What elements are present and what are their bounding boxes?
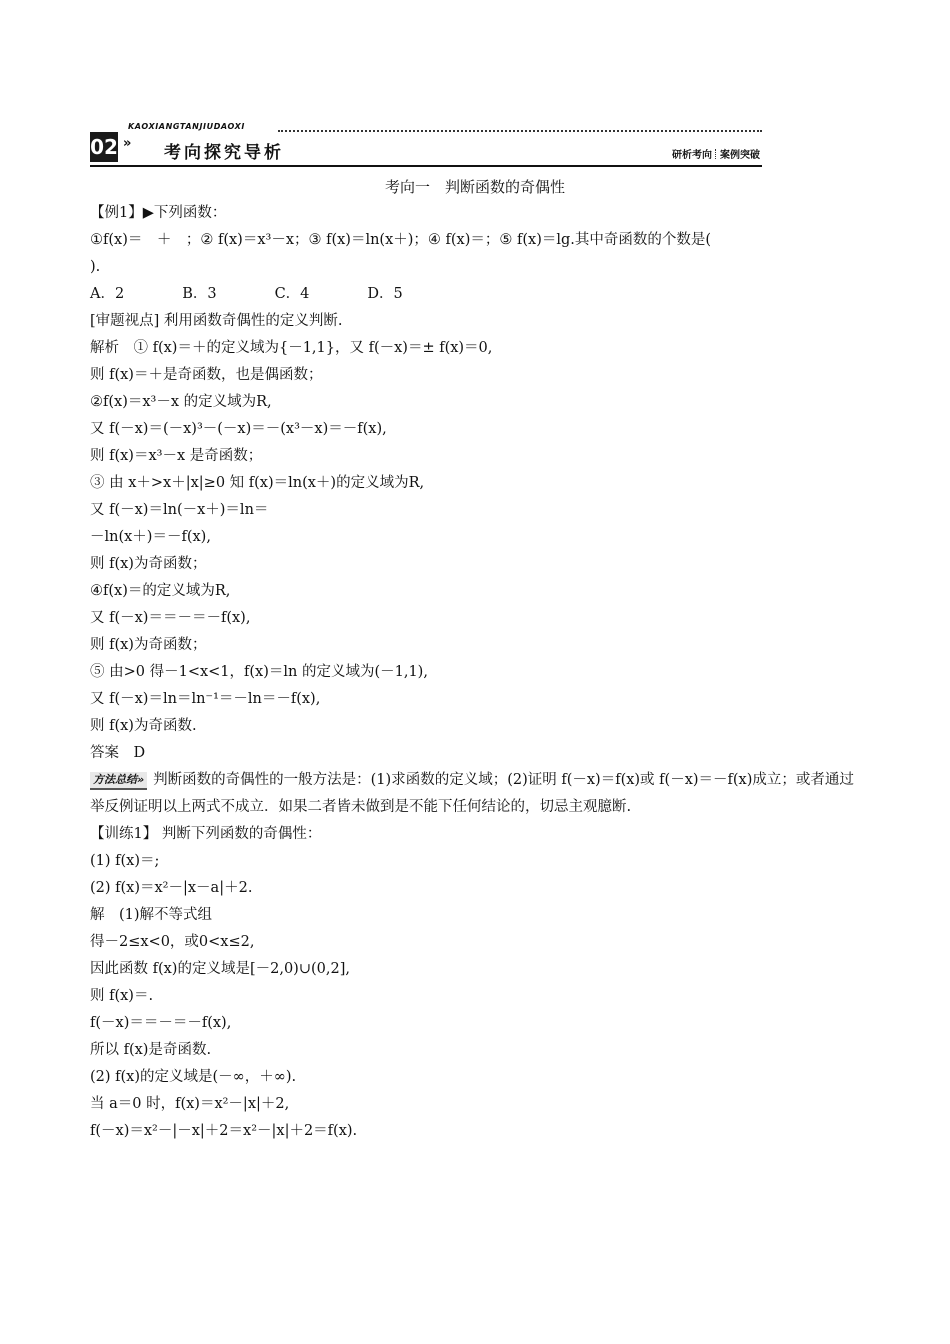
example-options: A．2 B．3 C．4 D．5 — [90, 286, 403, 302]
document-body — [90, 200, 862, 1145]
example-question-line-1: ①f(x)＝ ＋ ；② f(x)＝x³－x；③ f(x)＝ln(x＋)；④ f(x)＝；⑤ f(x)＝lg.其中奇函数的个数是( — [90, 232, 712, 248]
solution-line: ②f(x)＝x³－x 的定义域为R, — [90, 394, 272, 410]
section-header — [90, 122, 762, 168]
solution-line: 又 f(－x)＝ln(－x＋)＝ln＝ — [90, 502, 269, 518]
training-solution-line: f(－x)＝＝－＝－f(x), — [90, 1015, 232, 1031]
training-solution-line: 则 f(x)＝. — [90, 988, 154, 1004]
training-label: 【训练1】 判断下列函数的奇偶性： — [90, 826, 322, 842]
header-rule — [90, 165, 762, 167]
solution-line: 则 f(x)为奇函数. — [90, 718, 197, 734]
training-item: (2) f(x)＝x²－|x－a|＋2. — [90, 880, 253, 896]
header-right-separator — [715, 149, 717, 159]
training-solution-line: 所以 f(x)是奇函数. — [90, 1042, 212, 1058]
training-solution-line: 当 a＝0 时，f(x)＝x²－|x|＋2, — [90, 1096, 290, 1112]
header-right-b: 案例突破 — [720, 150, 760, 161]
training-solution-line: f(－x)＝x²－|－x|＋2＝x²－|x|＋2＝f(x). — [90, 1123, 358, 1139]
method-summary-text: 判断函数的奇偶性的一般方法是：(1)求函数的定义域；(2)证明 f(－x)＝f(x)或 f(－x)＝－f(x)成立；或者通过举反例证明以上两式不成立．如果二者皆未做到是不能下任何结论的，切忌主观臆断. — [90, 772, 854, 815]
solution-line: 则 f(x)为奇函数； — [90, 556, 207, 572]
solution-line: 解析 ① f(x)＝＋的定义域为{－1,1}，又 f(－x)＝± f(x)＝0, — [90, 340, 493, 356]
solution-line: 又 f(－x)＝ln＝ln⁻¹＝－ln＝－f(x), — [90, 691, 321, 707]
training-solution-line: 因此函数 f(x)的定义域是[－2,0)∪(0,2], — [90, 961, 350, 977]
solution-line: ③ 由 x＋>x＋|x|≥0 知 f(x)＝ln(x＋)的定义域为R, — [90, 475, 425, 491]
training-item: (1) f(x)＝; — [90, 853, 160, 869]
header-title: 考向探究导析 — [164, 143, 284, 163]
method-summary-tag: 方法总结» — [90, 772, 147, 790]
solution-line: 又 f(－x)＝＝－＝－f(x), — [90, 610, 251, 626]
section-number: 02 — [90, 132, 118, 162]
example-label: 【例1】▶下列函数： — [90, 205, 227, 221]
training-solution-line: 得－2≤x<0，或0<x≤2, — [90, 934, 255, 950]
header-pinyin: KAOXIANGTANJIUDAOXI — [128, 122, 245, 131]
example-question-line-2: ). — [90, 259, 101, 275]
header-right-a: 研析考向 — [672, 150, 712, 161]
solution-line: －ln(x＋)＝－f(x), — [90, 529, 211, 545]
solution-line: 则 f(x)＝＋是奇函数，也是偶函数； — [90, 367, 323, 383]
section-title: 考向一 判断函数的奇偶性 — [384, 178, 565, 196]
header-right-label — [672, 146, 760, 161]
answer: 答案 D — [90, 745, 146, 761]
solution-line: ⑤ 由>0 得－1<x<1，f(x)＝ln 的定义域为(－1,1), — [90, 664, 428, 680]
solution-line: 又 f(－x)＝(－x)³－(－x)＝－(x³－x)＝－f(x), — [90, 421, 387, 437]
training-solution-line: (2) f(x)的定义域是(－∞，＋∞). — [90, 1069, 297, 1085]
double-chevron-icon: » — [123, 136, 132, 151]
solution-line: ④f(x)＝的定义域为R, — [90, 583, 231, 599]
solution-line: 则 f(x)＝x³－x 是奇函数； — [90, 448, 263, 464]
header-dotted-rule — [278, 130, 762, 132]
example-viewpoint: [审题视点] 利用函数奇偶性的定义判断. — [90, 313, 343, 329]
method-summary — [90, 767, 862, 821]
solution-line: 则 f(x)为奇函数； — [90, 637, 207, 653]
training-solution-line: 解 (1)解不等式组 — [90, 907, 213, 923]
